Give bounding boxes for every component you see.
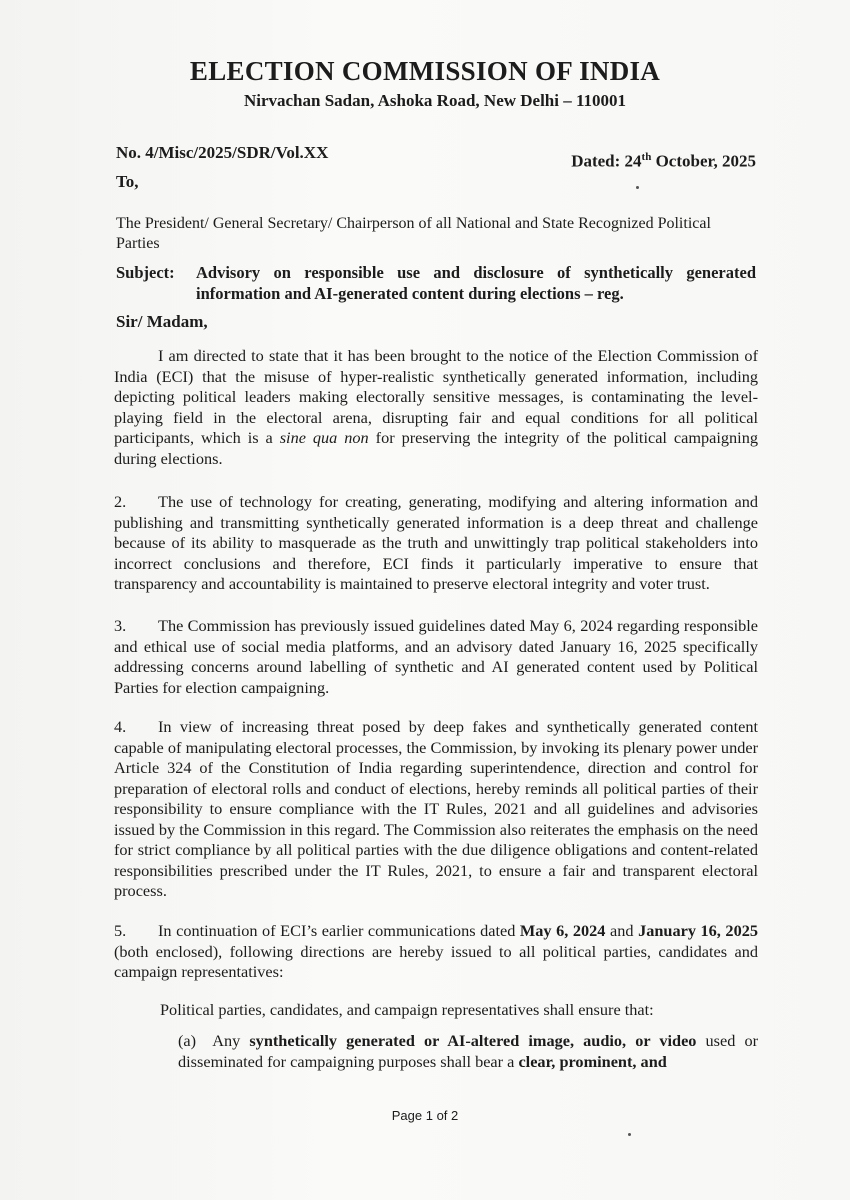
to-line: To,	[116, 172, 139, 191]
letterhead	[0, 56, 850, 111]
page-footer: Page 1 of 2	[391, 1108, 459, 1123]
paragraph-5-text-a: In continuation of ECI’s earlier communications dated	[158, 921, 520, 940]
paragraph-4-number: 4.	[114, 717, 127, 736]
paragraph-5-text-c: (both enclosed), following directions are hereby issued to all political parties, candidates and campaign representatives:	[114, 941, 758, 981]
paragraph-5-bold-date-2: January 16, 2025	[638, 921, 758, 940]
organization-name: ELECTION COMMISSION OF INDIA	[189, 56, 661, 86]
date-line	[571, 151, 756, 172]
paragraph-2-text: The use of technology for creating, generating, modifying and altering information and publishing and transmitting synthetically generated information is a deep threat and challenge because of its ability to masquerade as the truth and unwittingly trap political stakeholders into incorrect conclusions and therefore, ECI finds it particularly imperative to ensure that transparency and accountability is maintained to preserve electoral integrity and voter trust.	[114, 492, 758, 593]
addressee: The President/ General Secretary/ Chairperson of all National and State Recognized Political Parties	[116, 215, 711, 252]
organization-address: Nirvachan Sadan, Ashoka Road, New Delhi – 110001	[243, 91, 627, 110]
reference-number: No. 4/Misc/2025/SDR/Vol.XX	[116, 143, 329, 162]
paragraph-1	[114, 346, 758, 469]
direction-item-a-text-b: used or disseminated for campaigning purposes shall bear a	[178, 1031, 759, 1071]
paragraph-4-text: In view of increasing threat posed by deep fakes and synthetically generated content capable of manipulating electoral processes, the Commission, by invoking its plenary power under Article 324 of the Constitution of India regarding superintendence, direction and control for preparation of electoral rolls and conduct of elections, hereby reminds all political parties of their responsibility to ensure compliance with the IT Rules, 2021 and all guidelines and advisories issued by the Commission in this regard. The Commission also reiterates the emphasis on the need for strict compliance by all political parties with the due diligence obligations and content-related responsibilities prescribed under the IT Rules, 2021, to ensure a fair and transparent electoral process.	[114, 717, 758, 900]
paragraph-2-number: 2.	[114, 492, 127, 511]
subject-label: Subject:	[116, 263, 175, 282]
paragraph-5	[114, 921, 758, 983]
paragraph-3-text: The Commission has previously issued guidelines dated May 6, 2024 regarding responsible and ethical use of social media platforms, and an advisory dated January 16, 2025 specifically addressing concerns around labelling of synthetic and AI generated content used by Political Parties for election campaigning.	[114, 616, 758, 697]
subject-text: Advisory on responsible use and disclosure of synthetically generated information and AI-generated content during elections – reg.	[196, 263, 756, 303]
direction-item-a	[178, 1031, 758, 1072]
direction-item-a-bold-1: synthetically generated or AI-altered image, audio, or video	[249, 1031, 697, 1050]
date-suffix: October, 2025	[651, 151, 756, 171]
paragraph-5-bold-date-1: May 6, 2024	[519, 921, 606, 940]
paragraph-1-text-b: for preserving the integrity of the political campaigning during elections.	[114, 428, 758, 468]
paragraph-1-italic: sine qua non	[279, 428, 369, 447]
salutation: Sir/ Madam,	[116, 312, 208, 331]
direction-item-a-label: (a)	[178, 1031, 197, 1050]
paragraph-5-number: 5.	[114, 921, 127, 940]
subject-block	[116, 262, 756, 304]
scan-speck	[636, 186, 639, 189]
directions-intro: Political parties, candidates, and campaign representatives shall ensure that:	[160, 1000, 654, 1019]
scan-speck	[628, 1133, 631, 1136]
paragraph-3-number: 3.	[114, 616, 127, 635]
paragraph-2	[114, 492, 758, 595]
direction-item-a-text-a: Any	[212, 1031, 250, 1050]
direction-item-a-bold-2: clear, prominent, and	[518, 1051, 667, 1071]
paragraph-4	[114, 717, 758, 902]
paragraph-5-text-b: and	[605, 921, 639, 940]
date-superscript: th	[641, 151, 652, 163]
date-prefix: Dated: 24	[571, 151, 642, 171]
paragraph-1-text-a: I am directed to state that it has been brought to the notice of the Election Commission of India (ECI) that the misuse of hyper-realistic synthetically generated information, including depicting political leaders making electorally sensitive messages, is contaminating the level-playing field in the electoral arena, disrupting fair and equal conditions for all political participants, which is a	[114, 346, 758, 447]
paragraph-3	[114, 616, 758, 698]
